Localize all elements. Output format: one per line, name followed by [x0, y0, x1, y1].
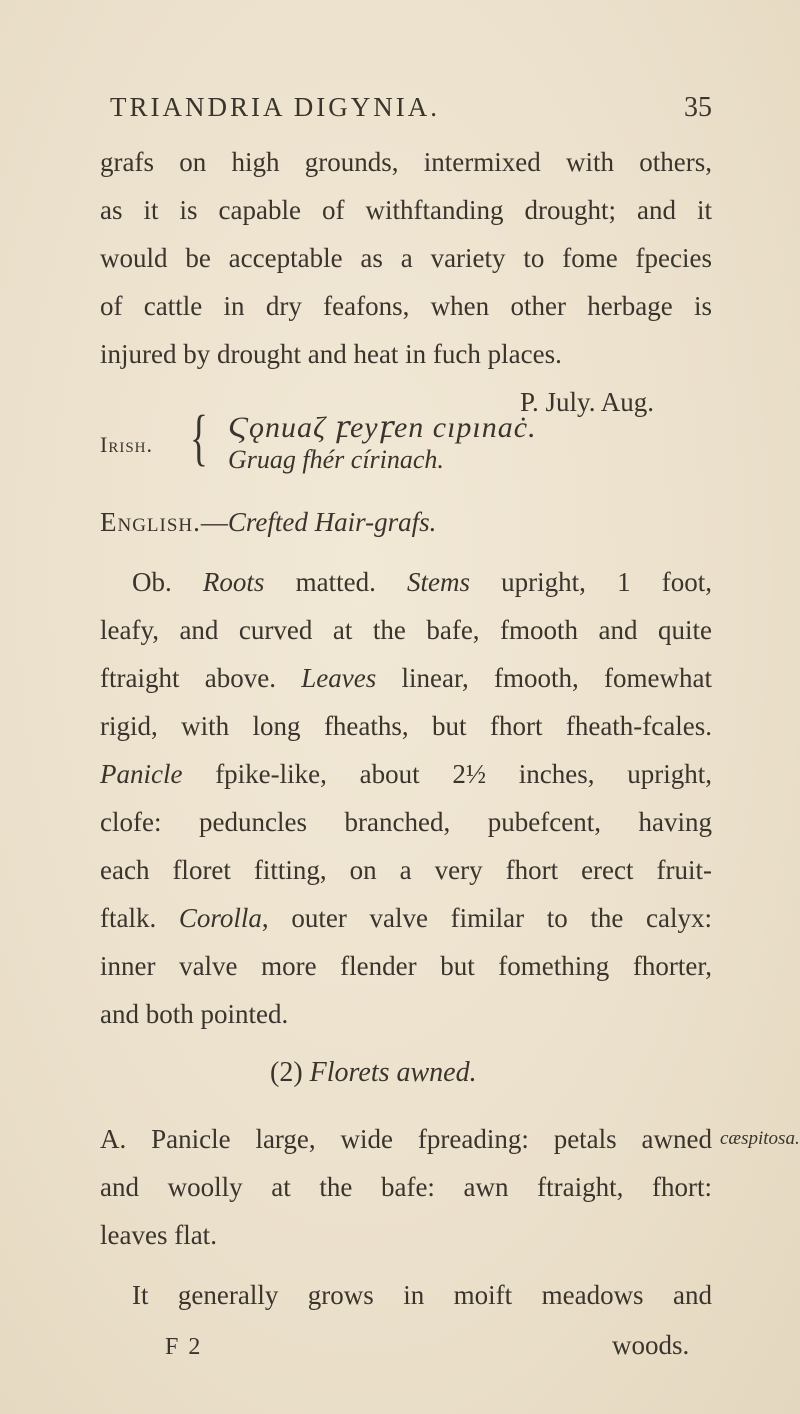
text-line: Ob. Roots matted. Stems upright, 1 foot,: [132, 567, 712, 597]
text-line: and both pointed.: [100, 999, 289, 1029]
english-name-line: [100, 505, 436, 539]
text-line: would be acceptable as a variety to fome fpecies: [100, 243, 712, 273]
running-title: TRIANDRIA DIGYNIA.: [110, 92, 440, 122]
text-line: rigid, with long fheaths, but fhort fheath-fcales.: [100, 711, 712, 741]
text-line: inner valve more flender but fomething fhorter,: [100, 951, 712, 981]
english-label: English.: [100, 507, 201, 537]
section-number: (2): [270, 1057, 303, 1088]
text-line: leaves flat.: [100, 1220, 217, 1250]
irish-transliteration: Gruag fhér círinach.: [228, 445, 444, 474]
running-header: [110, 92, 712, 123]
english-name: Crefted Hair-grafs.: [227, 507, 437, 537]
text-line: clofe: peduncles branched, pubefcent, having: [100, 807, 712, 837]
text-line: A. Panicle large, wide fpreading: petals awned: [100, 1124, 712, 1154]
text-line: Panicle fpike-like, about 2½ inches, upright,: [100, 759, 712, 789]
text-line: of cattle in dry feafons, when other herbage is: [100, 291, 712, 321]
catchword: woods.: [612, 1330, 690, 1360]
margin-note: cæspitosa.: [720, 1128, 800, 1149]
irish-gaelic-name: Ϛǫnuaζ ꝼeyꝼen cıpınaċ.: [228, 411, 537, 444]
section-heading: [270, 1057, 477, 1089]
text-line: ftraight above. Leaves linear, fmooth, fomewhat: [100, 663, 712, 693]
signature-mark: F 2: [165, 1334, 203, 1360]
text-line: and woolly at the bafe: awn ftraight, fhort:: [100, 1172, 712, 1202]
text-line: each floret fitting, on a very fhort erect fruit-: [100, 855, 712, 885]
brace-icon: {: [190, 404, 208, 472]
text-line: leafy, and curved at the bafe, fmooth and quite: [100, 615, 712, 645]
dash: —: [200, 507, 228, 537]
text-line: injured by drought and heat in fuch places.: [100, 339, 562, 369]
page-number: 35: [684, 92, 712, 123]
section-title: Florets awned.: [309, 1057, 477, 1088]
flowering-time: P. July. Aug.: [520, 387, 655, 417]
irish-label: Irish.: [100, 432, 154, 457]
text-line: It generally grows in moift meadows and: [132, 1280, 712, 1310]
text-line: grafs on high grounds, intermixed with others,: [100, 147, 712, 177]
text-line: ftalk. Corolla, outer valve fimilar to the calyx:: [100, 903, 712, 933]
text-line: as it is capable of withftanding drought; and it: [100, 195, 712, 225]
